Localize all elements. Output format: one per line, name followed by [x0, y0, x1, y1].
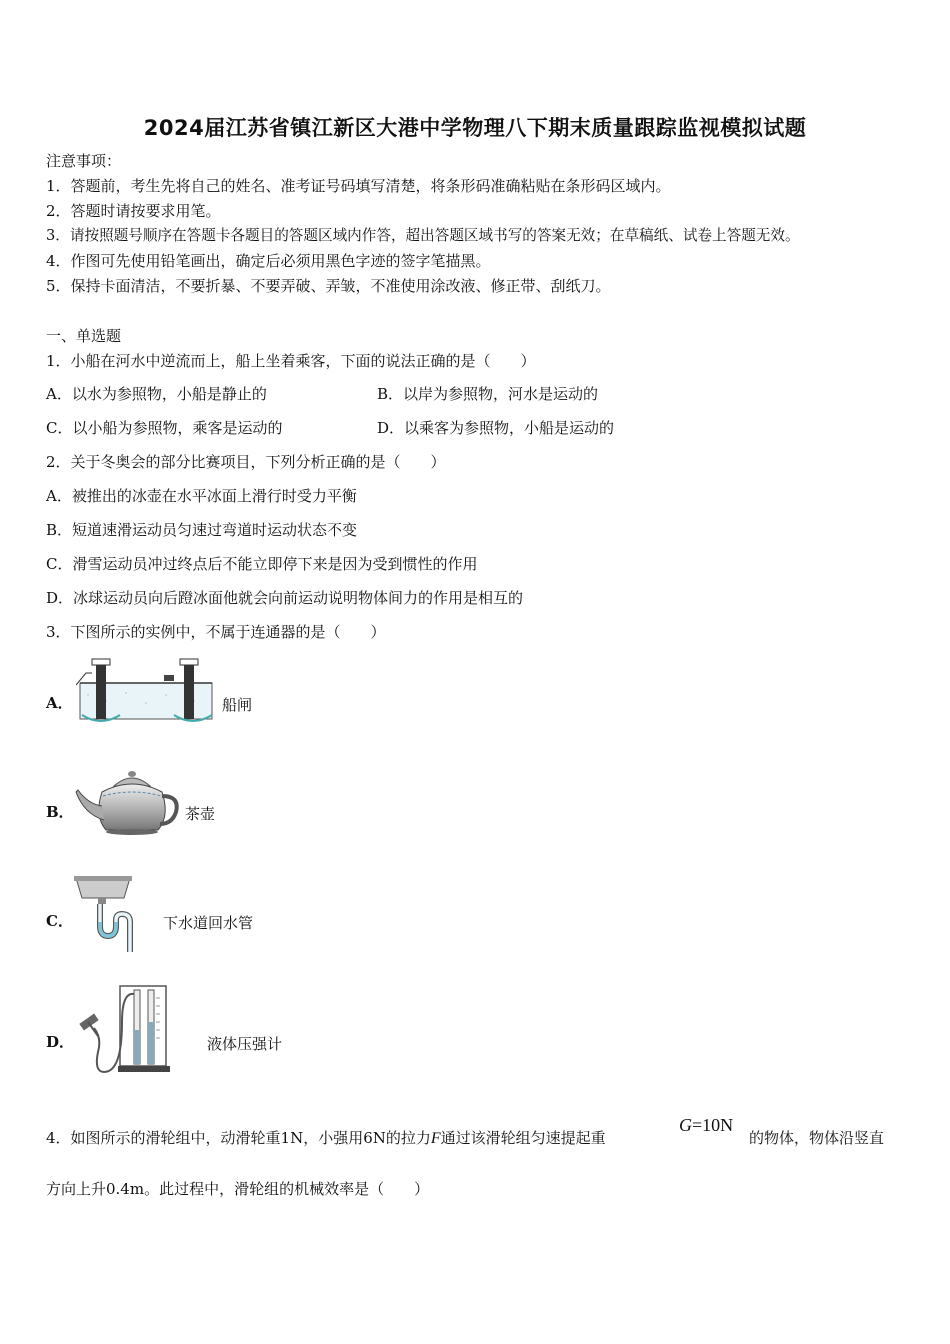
q1-option-a: A．以水为参照物，小船是静止的: [46, 385, 267, 403]
notice-item: 3．请按照题号顺序在答题卡各题目的答题区域内作答，超出答题区域书写的答案无效；在草稿纸、试卷上答题无效。: [46, 227, 800, 244]
notice-item: 4．作图可先使用铅笔画出，确定后必须用黑色字迹的签字笔描黑。: [46, 252, 491, 270]
teapot-figure: [74, 766, 184, 838]
drain-trap-figure: [74, 874, 136, 954]
ship-lock-figure: [76, 655, 216, 727]
q4-text-part2: 通过该滑轮组匀速提起重: [440, 1129, 606, 1147]
q3-option-d-letter: D．: [46, 1033, 75, 1051]
q3-option-b-caption: 茶壶: [185, 805, 216, 823]
q4-g-value: =10N: [692, 1115, 734, 1135]
notice-item: 2．答题时请按要求用笔。: [46, 202, 221, 220]
q2-option-c: C．滑雪运动员冲过终点后不能立即停下来是因为受到惯性的作用: [46, 555, 478, 573]
page-title: 2024届江苏省镇江新区大港中学物理八下期末质量跟踪监视模拟试题: [143, 116, 807, 140]
q3-option-a-caption: 船闸: [222, 696, 253, 714]
q4-g-symbol: G: [679, 1115, 692, 1135]
q3-option-b-letter: B．: [46, 803, 74, 821]
q2-option-d: D．冰球运动员向后蹬冰面他就会向前运动说明物体间力的作用是相互的: [46, 589, 524, 607]
notice-heading: 注意事项：: [46, 152, 122, 170]
notice-item: 5．保持卡面清洁，不要折暴、不要弄破、弄皱，不准使用涂改液、修正带、刮纸刀。: [46, 277, 611, 295]
section-heading: 一、单选题: [46, 327, 122, 345]
q4-stem-line1: [46, 1129, 606, 1148]
q4-weight-equation: [679, 1115, 733, 1136]
pressure-gauge-figure: [74, 982, 174, 1080]
q1-stem: 1．小船在河水中逆流而上，船上坐着乘客，下面的说法正确的是（ ）: [46, 352, 536, 370]
q4-stem-line2: 方向上升0.4m。此过程中，滑轮组的机械效率是（ ）: [46, 1180, 430, 1198]
q1-option-d: D．以乘客为参照物，小船是运动的: [377, 419, 615, 437]
q2-option-b: B．短道速滑运动员匀速过弯道时运动状态不变: [46, 521, 358, 539]
q3-option-c-letter: C．: [46, 912, 73, 930]
q3-option-c-caption: 下水道回水管: [163, 914, 254, 932]
notice-item: 1．答题前，考生先将自己的姓名、准考证号码填写清楚，将条形码准确粘贴在条形码区域内。: [46, 177, 671, 195]
q3-stem: 3．下图所示的实例中，不属于连通器的是（ ）: [46, 623, 386, 641]
q2-stem: 2．关于冬奥会的部分比赛项目，下列分析正确的是（ ）: [46, 453, 446, 471]
q4-text-part1: 4．如图所示的滑轮组中，动滑轮重1N，小强用6N的拉力: [46, 1129, 431, 1147]
q2-option-a: A．被推出的冰壶在水平冰面上滑行时受力平衡: [46, 487, 357, 505]
q1-option-c: C．以小船为参照物，乘客是运动的: [46, 419, 283, 437]
q4-force-symbol: F: [430, 1130, 441, 1147]
q3-option-a-letter: A．: [46, 694, 73, 712]
q1-option-b: B．以岸为参照物，河水是运动的: [377, 385, 599, 403]
q3-option-d-caption: 液体压强计: [207, 1035, 283, 1053]
q4-text-part3: 的物体，物体沿竖直: [749, 1129, 885, 1147]
